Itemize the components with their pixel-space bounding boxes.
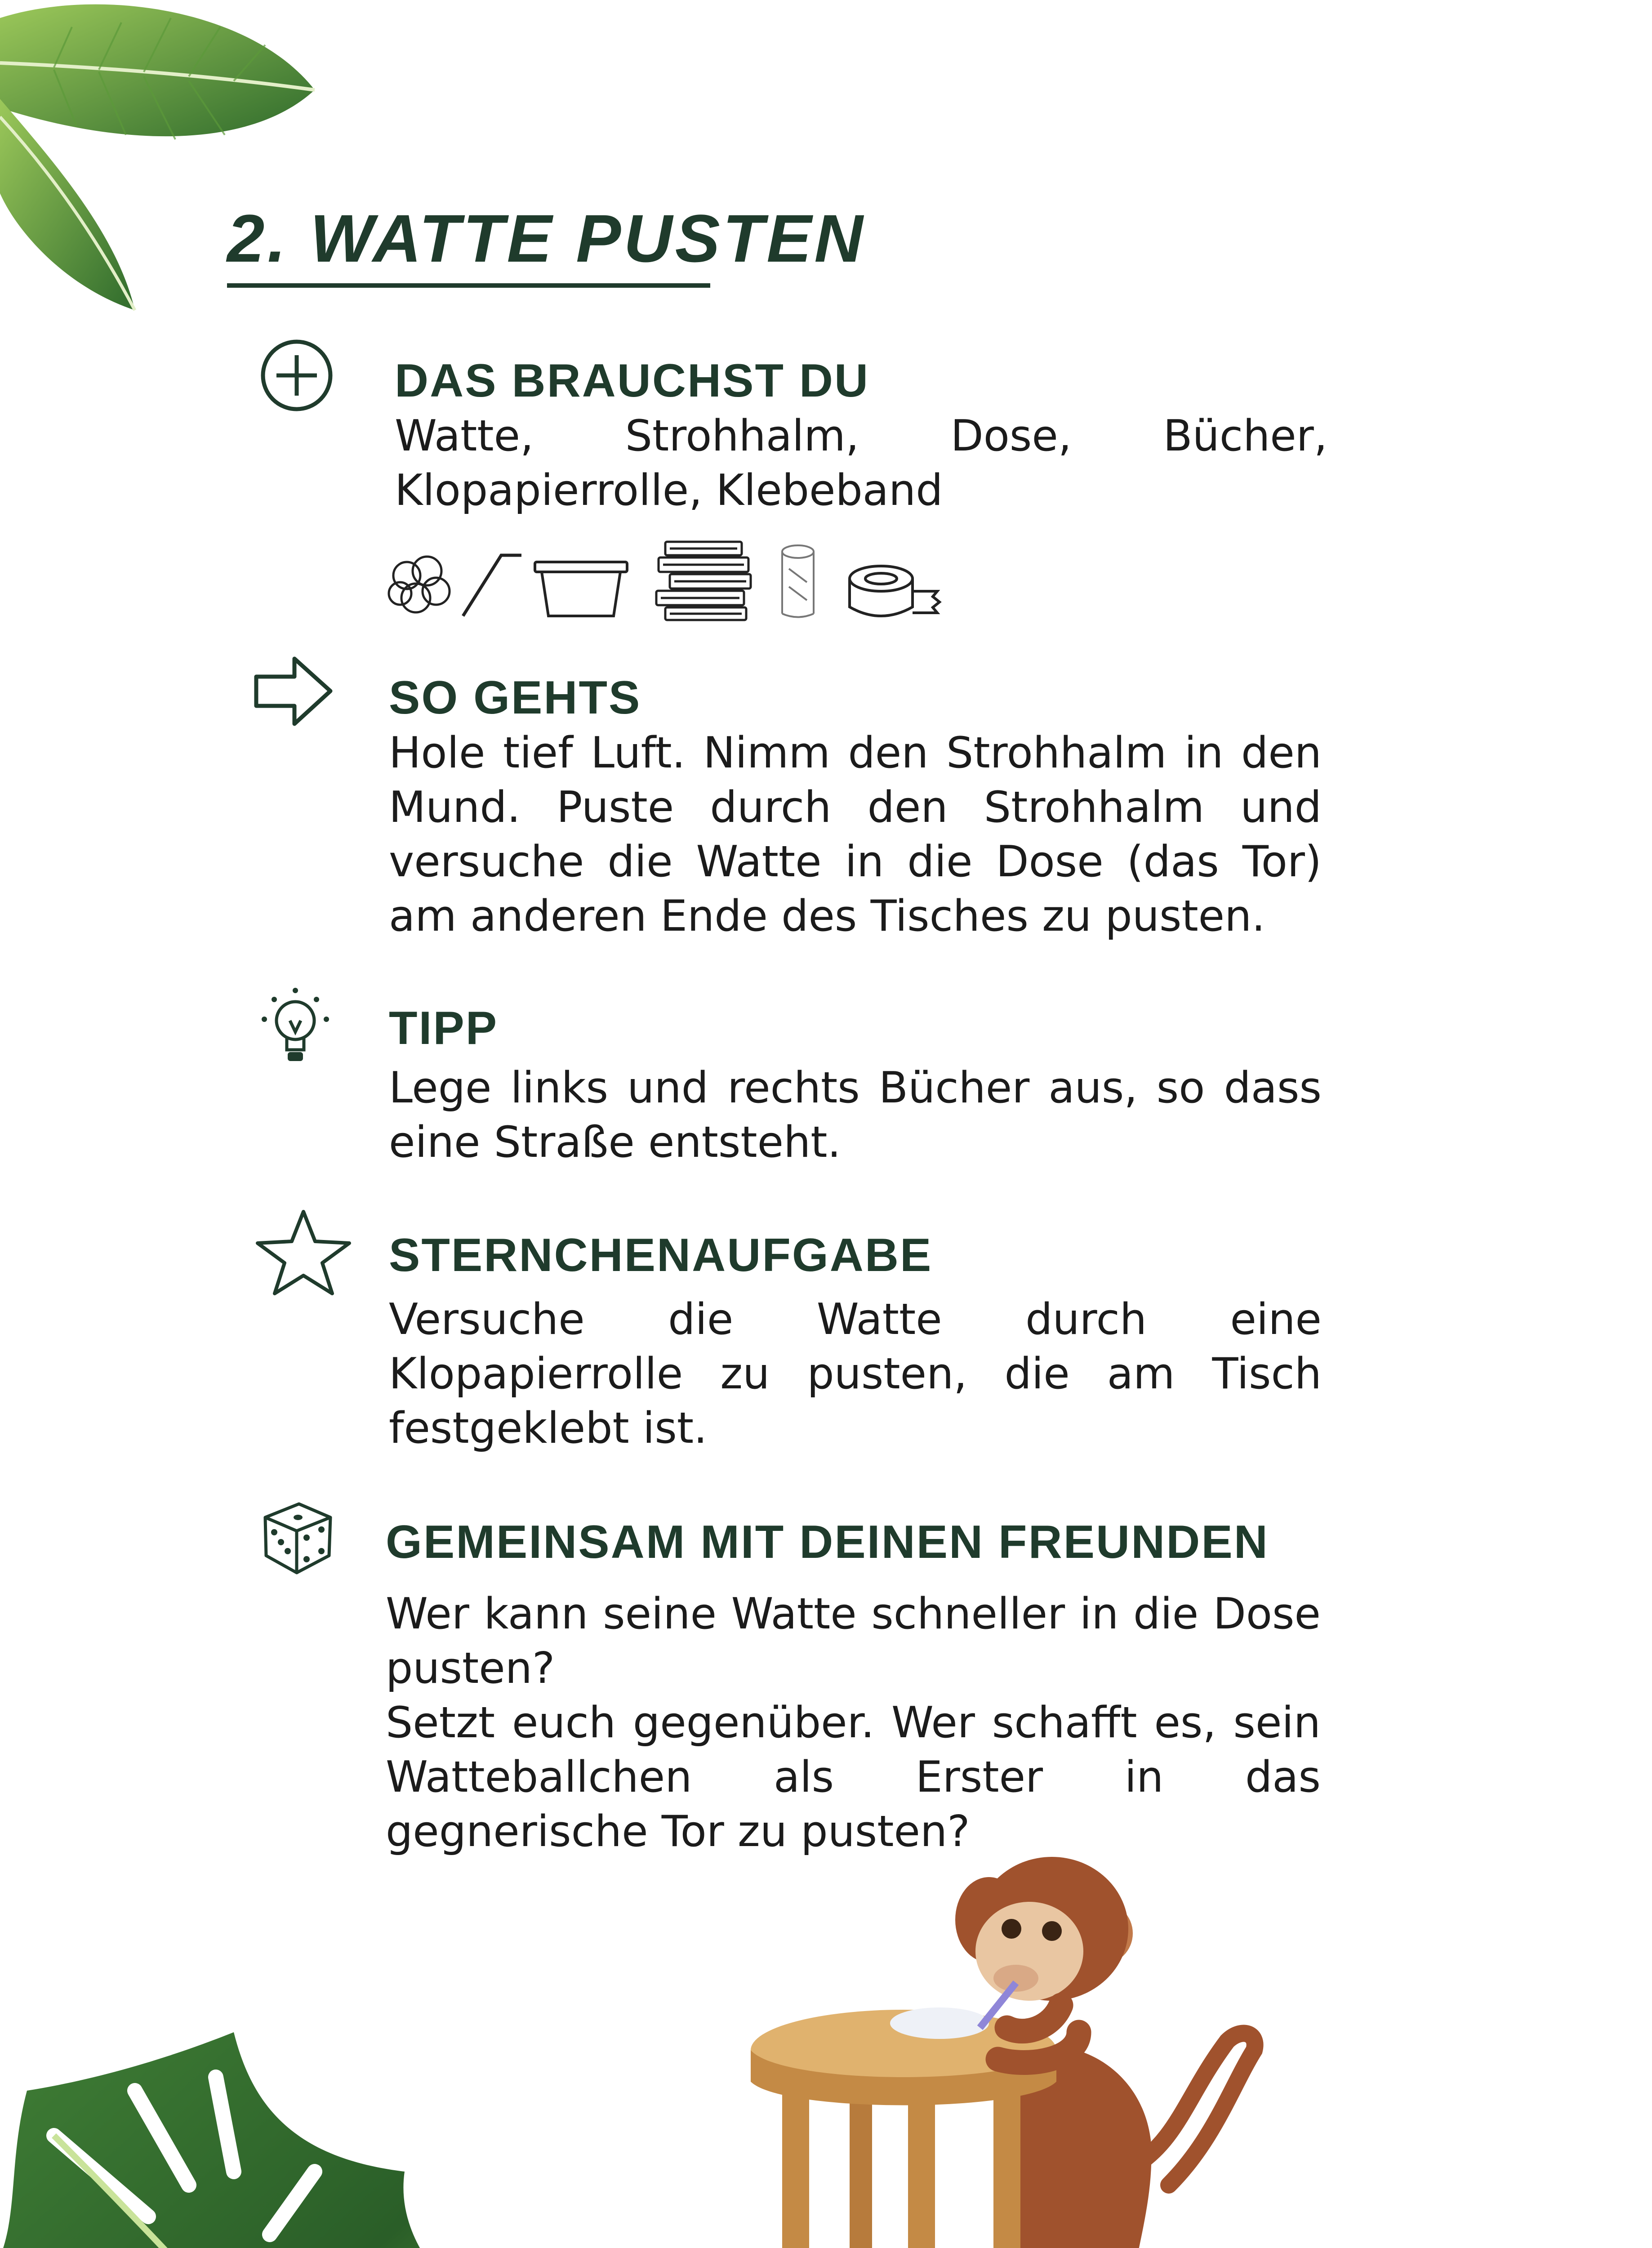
lightbulb-icon: [256, 982, 335, 1072]
materials-icon-row: [384, 537, 942, 627]
toilet-roll-icon: [775, 542, 820, 623]
books-icon: [652, 537, 755, 623]
instructions-heading: SO GEHTS: [389, 672, 641, 724]
monstera-leaf-decoration: [0, 2023, 530, 2248]
friends-text-line-2: Setzt euch gegenüber. Wer schafft es, sein Watteballchen als Erster in das gegnerische Tor zu pusten?: [386, 1698, 1321, 1856]
tip-text: Lege links und rechts Bücher aus, so dass eine Straße entsteht.: [389, 1063, 1322, 1167]
instructions-text: Hole tief Luft. Nimm den Strohhalm in den Mund. Puste durch den Strohhalm und versuche die Watte in die Dose (das Tor) am anderen Ende des Tisches zu pusten.: [389, 728, 1322, 941]
title-underline: [227, 283, 710, 288]
plus-circle-icon: [258, 339, 337, 411]
star-task-text: Versuche die Watte durch eine Klopapierrolle zu pusten, die am Tisch festgeklebt ist.: [389, 1295, 1322, 1453]
star-task-heading: STERNCHENAUFGABE: [389, 1229, 933, 1281]
friends-text-line-1: Wer kann seine Watte schneller in die Dose pusten?: [386, 1589, 1321, 1693]
tape-icon: [847, 564, 942, 623]
dice-icon: [256, 1493, 339, 1578]
materials-text: Watte, Strohhalm, Dose, Bücher, Klopapierrolle, Klebeband: [395, 411, 1327, 515]
star-icon: [249, 1207, 357, 1297]
tub-icon: [533, 560, 629, 620]
page-title: 2. WATTE PUSTEN: [227, 201, 866, 276]
monkey-table-illustration: [737, 1816, 1322, 2248]
cotton-ball-icon: [384, 551, 454, 618]
arrow-right-icon: [252, 654, 335, 728]
materials-heading: DAS BRAUCHST DU: [395, 355, 870, 407]
friends-heading: GEMEINSAM MIT DEINEN FREUNDEN: [386, 1516, 1269, 1568]
tip-heading: TIPP: [389, 1002, 499, 1054]
straw-icon: [459, 549, 526, 620]
